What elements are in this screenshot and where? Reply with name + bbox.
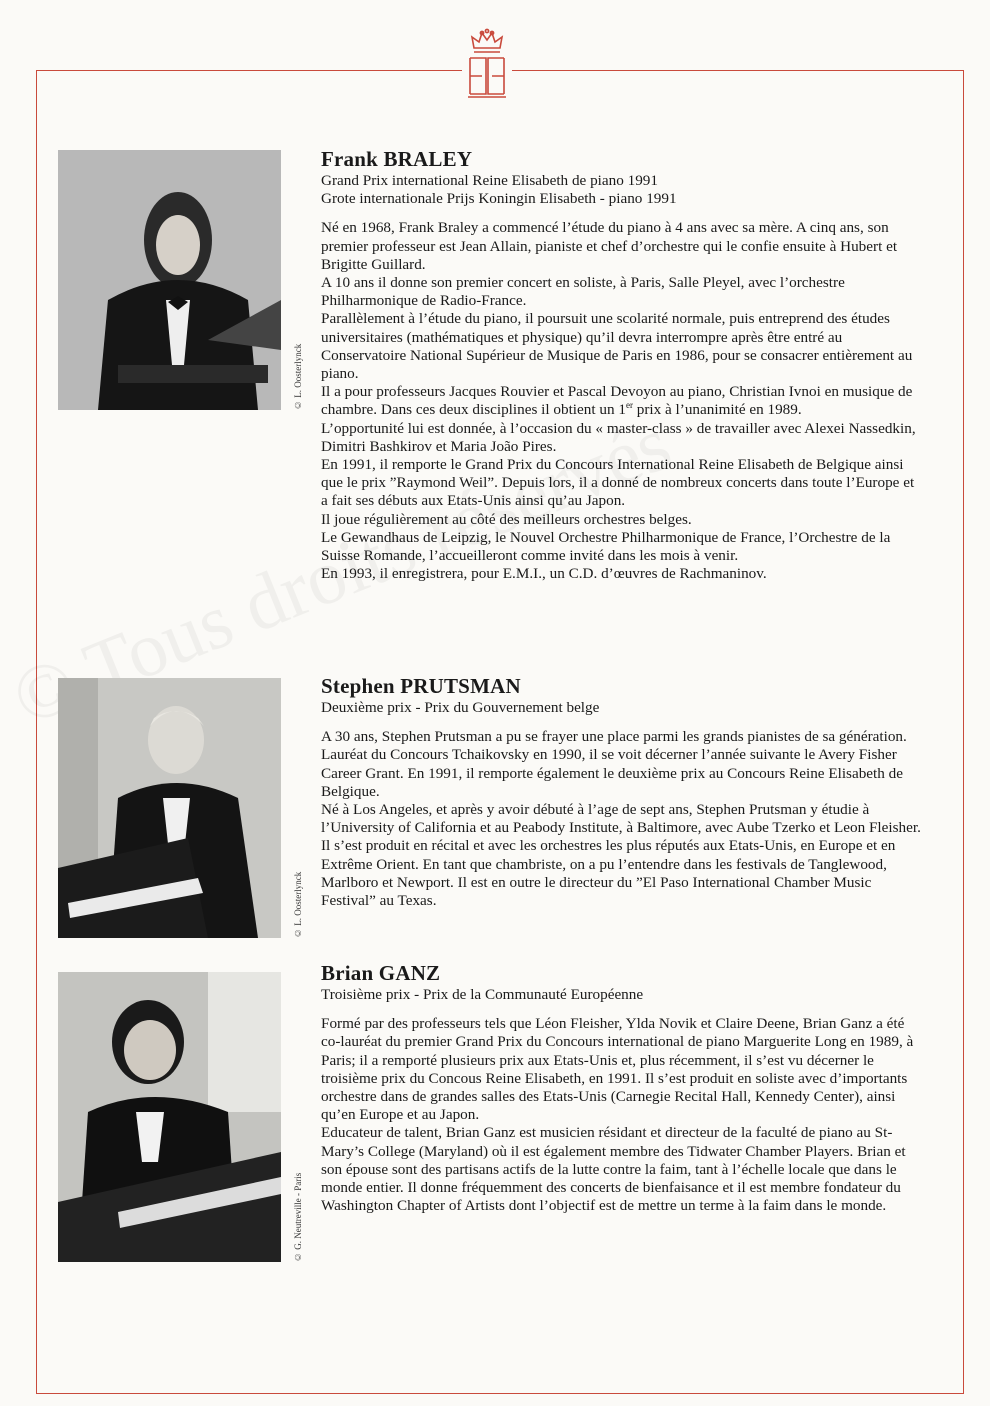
artist-photo-ganz [58, 972, 281, 1262]
artist-photo-prutsman [58, 678, 281, 938]
bio-paragraph-sup: Il a pour professeurs Jacques Rouvier et Pascal Devoyon au piano, Christian Ivnoi en musique de chambre. Dans ces deux disciplines il obtient un 1er prix à l’unanimité en 1989. [321, 383, 913, 419]
award-line: Grote internationale Prijs Koningin Elisabeth - piano 1991 [321, 190, 677, 208]
royal-crown-monogram-icon [462, 28, 512, 100]
award-line: Troisième prix - Prix de la Communauté Européenne [321, 986, 644, 1003]
artist-photo-braley [58, 150, 281, 410]
artist-name: Brian GANZ [321, 961, 441, 985]
artist-bio-braley [321, 146, 921, 583]
artist-name: Stephen PRUTSMAN [321, 674, 521, 698]
bio-text: Formé par des professeurs tels que Léon Fleisher, Ylda Novik et Claire Deene, Brian Ganz a été co-lauréat du premier Grand Prix du Concours international de piano Marguerite Long en 1989, à Paris; il a remporté plusieurs prix aux Etats-Unis et, plus récemment, il s’est vu décerner le troisième prix du Concous Reine Elisabeth, en 1991. Il s’est produit en soliste avec d’importants orchestre dans de grandes salles des Etats-Unis (Carnegie Recital Hall, Kennedy Center), ainsi qu’en Europe et au Japon. Educateur de talent, Brian Ganz est musicien résidant et directeur de la faculté de piano au St-Mary’s College (Maryland) où il est également membre des Tidwater Chamber Players. Brian et son épouse sont des partisans actifs de la lutte contre la faim, tant à l’échelle locale que dans le monde entier. Il donne fréquemment des concerts de bienfaisance et il est membre fondateur du Washington Chapter of Artists dont l’objectif est de mettre un terme à la faim dans le monde. [321, 1015, 914, 1215]
award-line: Deuxième prix - Prix du Gouvernement belge [321, 699, 600, 716]
bio-text: Né en 1968, Frank Braley a commencé l’étude du piano à 4 ans avec sa mère. A cinq ans, son premier professeur est Jean Allain, pianiste et chef d’orchestre qui le confie ensuite à Hubert et Brigitte Guillard. A 10 ans il donne son premier concert en soliste, à Paris, Salle Pleyel, avec l’orchestre Philharmonique de Radio-France. Parallèlement à l’étude du piano, il poursuit une scolarité normale, puis entreprend des études universitaires (mathématiques et physique) qu’il devra interrompre après être entré au Conservatoire National Supérieur de Musique de Paris en 1986, pour se consacrer entièrement au piano. Il a pour professeurs Jacques Rouvier et Pascal Devoyon au piano, Christian Ivnoi en musique de chambre. Dans ces deux disciplines il obtient un 1er prix à l’unanimité en 1989. L’opportunité lui est donnée, à l’occasion du « master-class » de travailler avec Alexei Nassedkin, Dimitri Bashkirov et Maria João Pires. En 1991, il remporte le Grand Prix du Concours International Reine Elisabeth de Belgique ainsi que le prix ”Raymond Weil”. Depuis lors, il a donné de nombreux concerts dans toute l’Europe et a fait ses débuts aux Etats-Unis ainsi qu’au Japon. Il joue régulièrement au côté des meilleurs orchestres belges. Le Gewandhaus de Leipzig, le Nouvel Orchestre Philharmonique de France, l’Orchestre de la Suisse Romande, l’accueilleront comme invité dans les mois à venir. En 1993, il enregistrera, pour E.M.I., un C.D. d’œuvres de Rachmaninov. [321, 219, 921, 583]
award-line: Grand Prix international Reine Elisabeth de piano 1991 [321, 172, 658, 189]
photo-credit: © L. Oosterlynck [293, 871, 303, 938]
artist-bio-ganz [321, 960, 921, 1215]
photo-credit: © G. Neutreville - Paris [293, 1172, 303, 1262]
artist-name: Frank BRALEY [321, 147, 473, 171]
bio-text: A 30 ans, Stephen Prutsman a pu se frayer une place parmi les grands pianistes de sa génération. Lauréat du Concours Tchaikovsky en 1990, il se voit décerner l’année suivante le Avery Fisher Career Grant. En 1991, il remporte également le deuxième prix au Concours Reine Elisabeth de Belgique. Né à Los Angeles, et après y avoir débuté à l’age de sept ans, Stephen Prutsman y étudie à l’University of California et au Peabody Institute, à Baltimore, avec Aube Tzerko et Leon Fleisher. Il s’est produit en récital et avec les orchestres les plus réputés aux Etats-Unis, en Europe et en Extrême Orient. En tant que chambriste, on a pu l’entendre dans les festivals de Tanglewood, Marlboro et Newport. Il est en outre le directeur du ”El Paso International Chamber Music Festival” au Texas. [321, 728, 921, 910]
artist-bio-prutsman [321, 673, 921, 910]
photo-credit: © L. Oosterlynck [293, 343, 303, 410]
